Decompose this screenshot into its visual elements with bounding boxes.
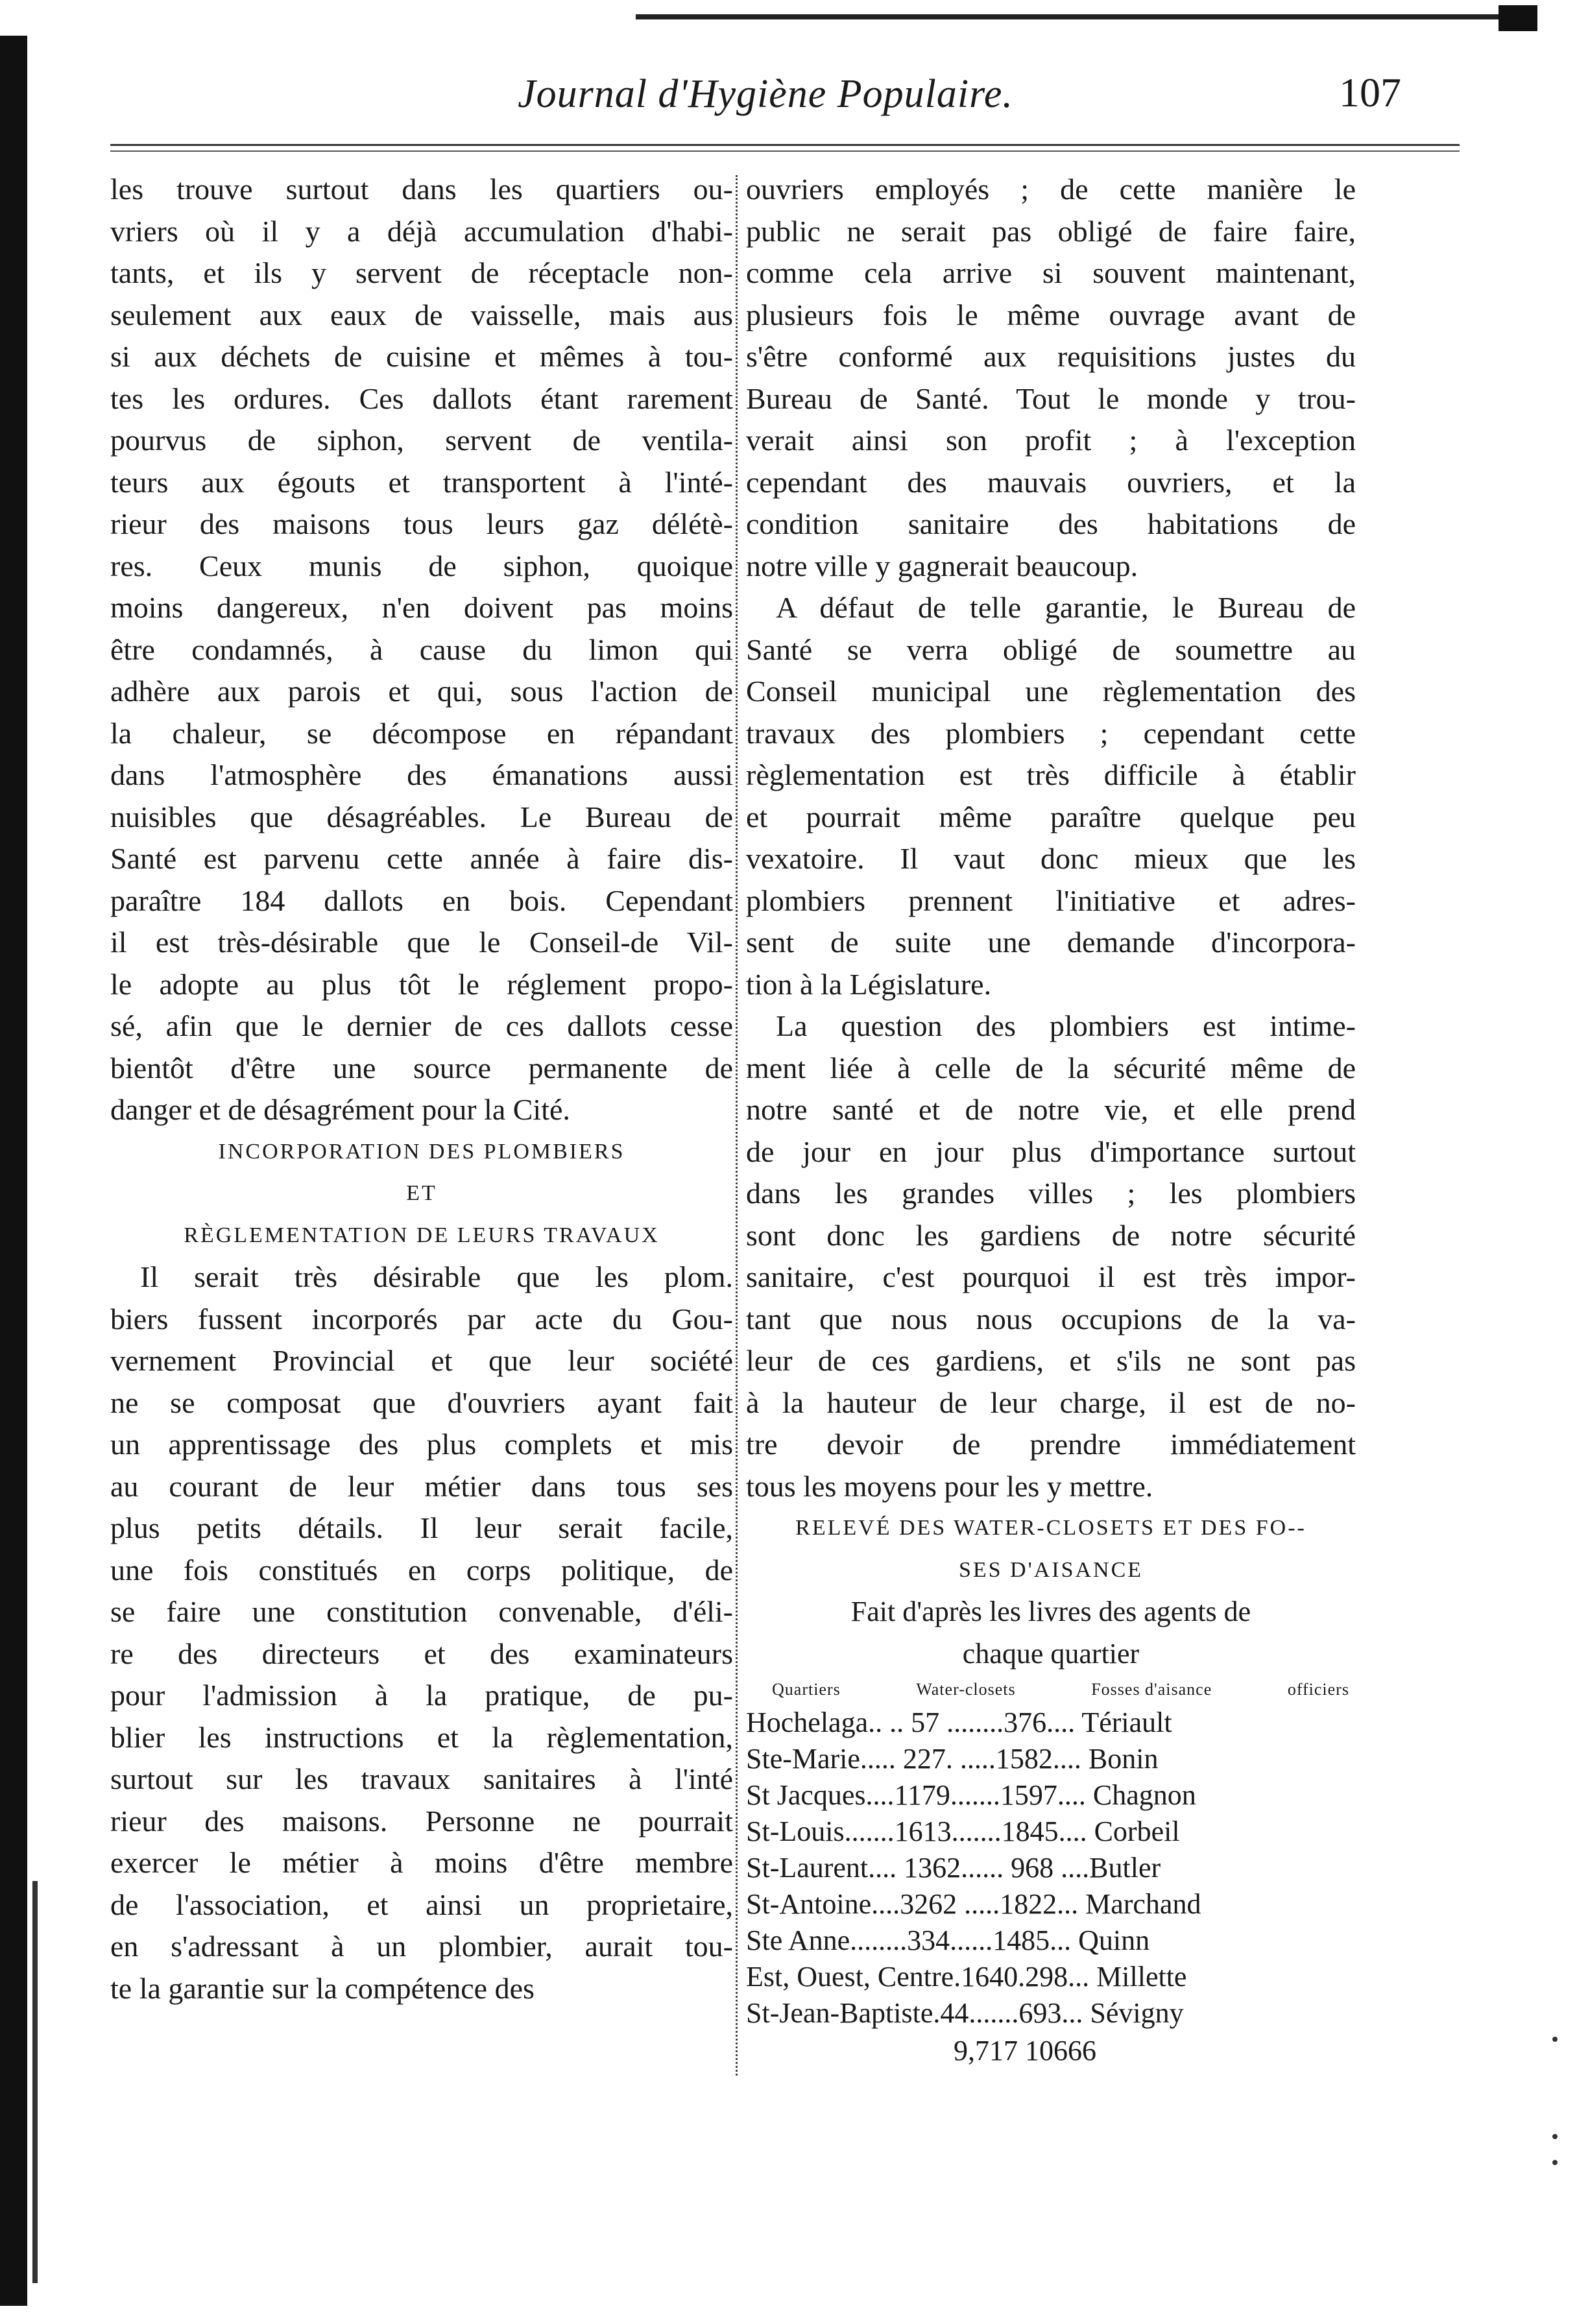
- table-row: St-Laurent.... 1362...... 968 ....Butler: [746, 1852, 1161, 1884]
- text-line: ne se composat que d'ouvriers ayant fait: [110, 1385, 733, 1419]
- table-column-header: Quartiers: [772, 1680, 841, 1699]
- table-total-row: 9,717 10666: [954, 2035, 1096, 2066]
- running-title: Journal d'Hygiène Populaire.: [518, 72, 1013, 116]
- text-line: tous les moyens pour les y mettre.: [746, 1469, 1153, 1503]
- table-row: St-Antoine....3262 .....1822... Marchand: [746, 1888, 1201, 1920]
- text-line: verait ainsi son profit ; à l'exception: [746, 424, 1356, 457]
- text-line: s'être conformé aux requisitions justes du: [746, 340, 1356, 373]
- text-line: pour l'admission à la pratique, de pu-: [110, 1679, 733, 1712]
- text-line: en s'adressant à un plombier, aurait tou-: [110, 1930, 733, 1963]
- text-line: tant que nous nous occupions de la va-: [746, 1302, 1356, 1336]
- header-rule: [110, 144, 1460, 146]
- text-line: se faire une constitution convenable, d'éli-: [110, 1595, 733, 1628]
- page-header: [110, 65, 1460, 136]
- margin-mark: [1552, 2037, 1558, 2042]
- text-line: à la hauteur de leur charge, il est de no-: [746, 1385, 1356, 1419]
- table-row: Ste-Marie..... 227. .....1582.... Bonin: [746, 1743, 1159, 1775]
- text-line: au courant de leur métier dans tous ses: [110, 1469, 733, 1503]
- text-line: comme cela arrive si souvent maintenant,: [746, 256, 1356, 289]
- text-line: seulement aux eaux de vaisselle, mais aus: [110, 298, 733, 331]
- text-line: surtout sur les travaux sanitaires à l'inté: [110, 1762, 733, 1795]
- table-row: St Jacques....1179.......1597.... Chagnon: [746, 1779, 1196, 1811]
- text-line: La question des plombiers est intime-: [776, 1009, 1356, 1042]
- text-line: il est très-désirable que le Conseil-de Vil-: [110, 926, 733, 959]
- table-row: Hochelaga.. .. 57 ........376.... Tériault: [746, 1707, 1172, 1738]
- text-line: sé, afin que le dernier de ces dallots cesse: [110, 1009, 733, 1042]
- text-line: travaux des plombiers ; cependant cette: [746, 716, 1356, 750]
- table-column-header: Fosses d'aisance: [1091, 1680, 1212, 1699]
- table-column-header: Water-closets: [916, 1680, 1016, 1699]
- text-line: adhère aux parois et qui, sous l'action de: [110, 675, 733, 708]
- top-edge-mark: [1499, 5, 1537, 31]
- text-line: si aux déchets de cuisine et mêmes à tou-: [110, 340, 733, 373]
- table-heading: RELEVÉ DES WATER-CLOSETS ET DES FO--: [795, 1516, 1306, 1540]
- table-row: Ste Anne........334......1485... Quinn: [746, 1924, 1150, 1956]
- text-line: plus petits détails. Il leur serait facile,: [110, 1511, 733, 1544]
- margin-mark: [1552, 2160, 1558, 2165]
- text-line: Santé est parvenu cette année à faire dis-: [110, 842, 733, 875]
- text-line: être condamnés, à cause du limon qui: [110, 632, 733, 666]
- section-heading-conjunction: ET: [406, 1181, 437, 1205]
- text-line: tes les ordures. Ces dallots étant rarement: [110, 381, 733, 415]
- text-line: public ne serait pas obligé de faire faire,: [746, 214, 1356, 248]
- text-line: nuisibles que désagréables. Le Bureau de: [110, 800, 733, 833]
- text-line: blier les instructions et la règlementation,: [110, 1720, 733, 1754]
- text-line: notre santé et de notre vie, et elle prend: [746, 1093, 1356, 1126]
- text-line: ment liée à celle de la sécurité même de: [746, 1051, 1356, 1084]
- paragraph-question: [746, 1005, 1356, 1507]
- text-line: une fois constitués en corps politique, de: [110, 1553, 733, 1587]
- text-line: danger et de désagrément pour la Cité.: [110, 1093, 570, 1126]
- table-row: Est, Ouest, Centre.1640.298... Millette: [746, 1961, 1187, 1993]
- paragraph-defaut: [746, 587, 1356, 1005]
- text-line: plusieurs fois le même ouvrage avant de: [746, 298, 1356, 331]
- text-line: res. Ceux munis de siphon, quoique: [110, 549, 733, 582]
- text-line: vernement Provincial et que leur société: [110, 1344, 733, 1377]
- binding-edge: [0, 36, 27, 2306]
- text-line: dans l'atmosphère des émanations aussi: [110, 758, 733, 791]
- text-line: tre devoir de prendre immédiatement: [746, 1428, 1356, 1461]
- paragraph-dallots: [110, 169, 733, 1131]
- text-line: paraître 184 dallots en bois. Cependant: [110, 883, 733, 917]
- text-line: te la garantie sur la compétence des: [110, 1971, 535, 2005]
- text-line: sent de suite une demande d'incorpora-: [746, 926, 1356, 959]
- text-line: la chaleur, se décompose en répandant: [110, 716, 733, 750]
- text-line: pourvus de siphon, servent de ventila-: [110, 424, 733, 457]
- text-line: les trouve surtout dans les quartiers ou-: [110, 173, 733, 206]
- text-line: dans les grandes villes ; les plombiers: [746, 1177, 1356, 1210]
- right-column: [746, 169, 1356, 2070]
- text-line: Il serait très désirable que les plom.: [140, 1260, 733, 1293]
- text-line: vriers où il y a déjà accumulation d'habi-: [110, 214, 733, 248]
- text-line: plombiers prennent l'initiative et adres-: [746, 883, 1356, 917]
- table-subheading-continued: chaque quartier: [962, 1637, 1140, 1670]
- text-line: biers fussent incorporés par acte du Gou-: [110, 1302, 733, 1336]
- section-heading: INCORPORATION DES PLOMBIERS: [218, 1139, 625, 1164]
- table-column-headers: [746, 1675, 1356, 1705]
- column-divider: [736, 175, 738, 2076]
- text-line: de jour en jour plus d'importance surtout: [746, 1134, 1356, 1168]
- text-line: tants, et ils y servent de réceptacle non-: [110, 256, 733, 289]
- text-line: un apprentissage des plus complets et mis: [110, 1428, 733, 1461]
- text-line: rieur des maisons. Personne ne pourrait: [110, 1804, 733, 1838]
- paragraph-continuation: [746, 169, 1356, 587]
- text-line: teurs aux égouts et transportent à l'inté-: [110, 465, 733, 499]
- text-line: re des directeurs et des examinateurs: [110, 1636, 733, 1670]
- margin-mark: [1552, 2134, 1558, 2139]
- text-line: ouvriers employés ; de cette manière le: [746, 173, 1356, 206]
- header-rule-secondary: [110, 150, 1460, 152]
- text-line: A défaut de telle garantie, le Bureau de: [776, 591, 1356, 624]
- table-column-header: officiers: [1287, 1680, 1349, 1699]
- left-column: [110, 169, 733, 2009]
- text-line: notre ville y gagnerait beaucoup.: [746, 549, 1138, 582]
- page-number: 107: [1339, 69, 1401, 115]
- text-line: leur de ces gardiens, et s'ils ne sont pas: [746, 1344, 1356, 1377]
- text-line: de l'association, et ainsi un proprietaire,: [110, 1887, 733, 1921]
- statistics-table: [746, 1705, 1356, 2031]
- text-line: et pourrait même paraître quelque peu: [746, 800, 1356, 833]
- text-line: règlementation est très difficile à établir: [746, 758, 1356, 791]
- text-line: cependant des mauvais ouvriers, et la: [746, 465, 1356, 499]
- text-line: exercer le métier à moins d'être membre: [110, 1846, 733, 1879]
- text-line: bientôt d'être une source permanente de: [110, 1051, 733, 1084]
- text-line: condition sanitaire des habitations de: [746, 507, 1356, 540]
- binding-edge-mark: [32, 1881, 38, 2283]
- text-line: sont donc les gardiens de notre sécurité: [746, 1218, 1356, 1252]
- table-row: St-Jean-Baptiste.44.......693... Sévigny: [746, 1997, 1184, 2029]
- table-heading-continued: SES D'AISANCE: [958, 1557, 1144, 1582]
- text-line: tion à la Législature.: [746, 967, 992, 1001]
- text-line: Conseil municipal une règlementation des: [746, 675, 1356, 708]
- text-line: moins dangereux, n'en doivent pas moins: [110, 591, 733, 624]
- paragraph-incorporation: [110, 1256, 733, 2009]
- text-line: rieur des maisons tous leurs gaz délétè-: [110, 507, 733, 540]
- text-line: le adopte au plus tôt le réglement propo-: [110, 967, 733, 1001]
- table-subheading: Fait d'après les livres des agents de: [850, 1596, 1251, 1627]
- top-edge-rule: [636, 14, 1531, 19]
- text-line: sanitaire, c'est pourquoi il est très impor-: [746, 1260, 1356, 1293]
- section-heading-subtitle: RÈGLEMENTATION DE LEURS TRAVAUX: [184, 1223, 660, 1247]
- table-row: St-Louis.......1613.......1845.... Corbeil: [746, 1815, 1180, 1847]
- text-line: vexatoire. Il vaut donc mieux que les: [746, 842, 1356, 875]
- text-line: Santé se verra obligé de soumettre au: [746, 632, 1356, 666]
- text-line: Bureau de Santé. Tout le monde y trou-: [746, 381, 1356, 415]
